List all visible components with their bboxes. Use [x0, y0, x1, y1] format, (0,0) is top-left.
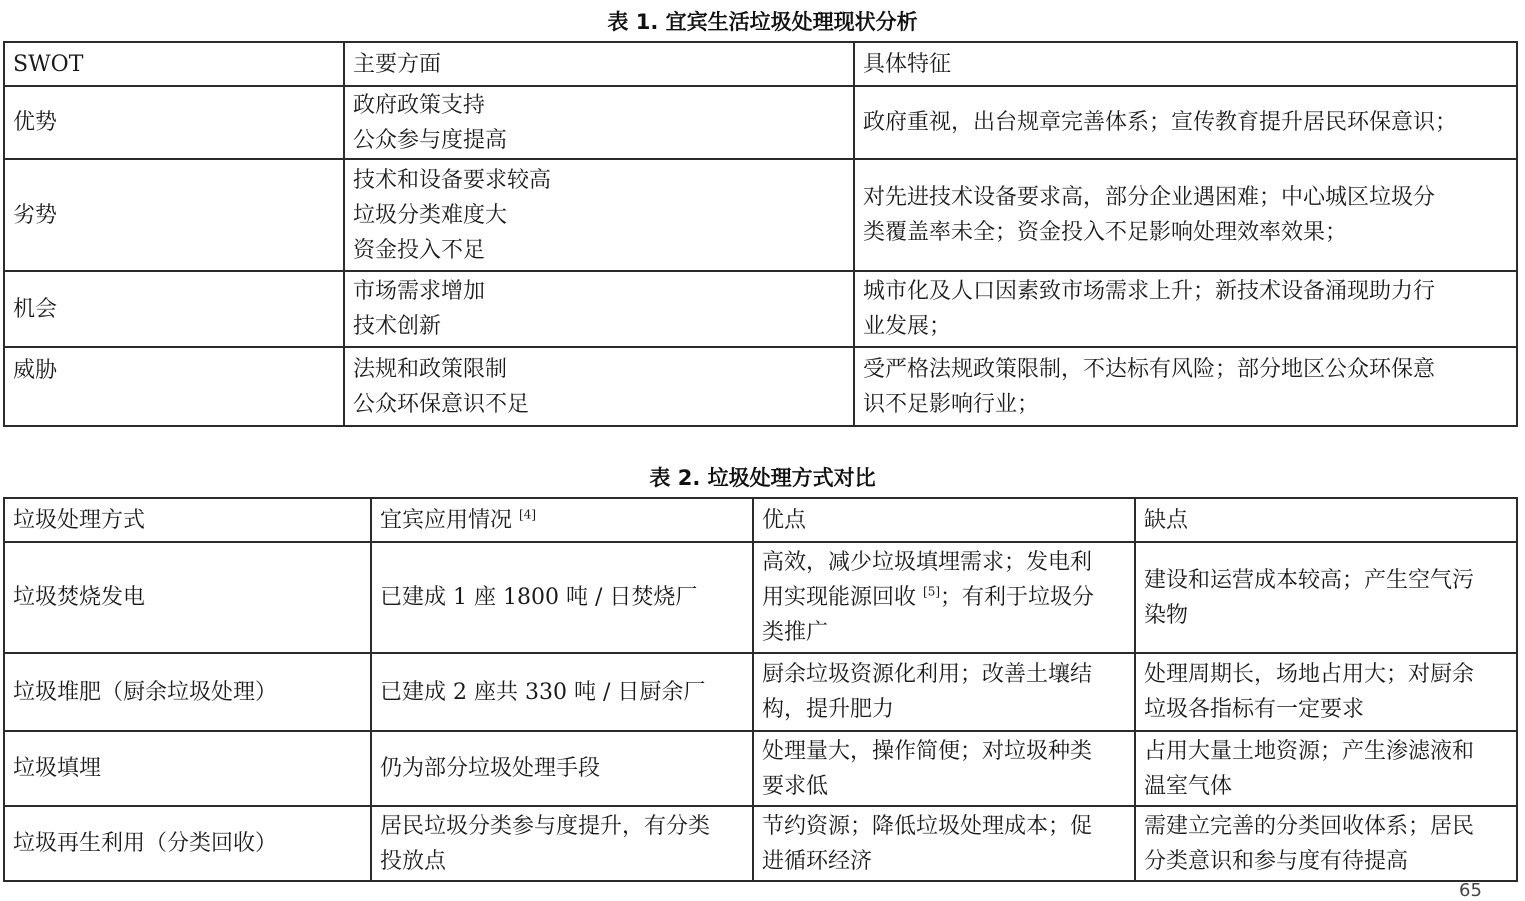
table-header-row [4, 42, 1517, 86]
header-cell-features: 具体特征 [854, 42, 1517, 86]
pros-line [762, 580, 1126, 615]
header-cell-pros: 优点 [753, 498, 1135, 542]
aspect-line: 公众参与度提高 [353, 127, 508, 153]
pros-text: 用实现能源回收 [762, 585, 917, 610]
status-line: 居民垃圾分类参与度提升，有分类 [380, 813, 711, 839]
table-row [4, 159, 1517, 271]
header-cell-method: 垃圾处理方式 [4, 498, 371, 542]
method-cell: 垃圾堆肥（厨余垃圾处理） [4, 653, 371, 731]
features-cell [854, 86, 1517, 159]
features-cell [854, 347, 1517, 426]
feature-line: 对先进技术设备要求高，部分企业遇困难；中心城区垃圾分 [863, 185, 1436, 210]
cons-line: 建设和运营成本较高；产生空气污 [1144, 567, 1475, 593]
swot-cell: 威胁 [4, 347, 344, 426]
page-number: 65 [1459, 880, 1482, 901]
feature-line: 类覆盖率未全；资金投入不足影响处理效率效果； [863, 220, 1348, 245]
header-cell-status [371, 498, 753, 542]
cons-line: 占用大量土地资源；产生渗滤液和 [1144, 738, 1475, 764]
table-row [4, 271, 1517, 347]
citation-ref: [5] [923, 584, 941, 599]
swot-cell: 劣势 [4, 159, 344, 271]
aspects-cell [344, 159, 854, 271]
pros-cell [753, 731, 1135, 806]
features-cell [854, 159, 1517, 271]
pros-line: 节约资源；降低垃圾处理成本；促 [762, 813, 1093, 839]
pros-line: 要求低 [762, 773, 829, 799]
status-line: 已建成 2 座共 330 吨 / 日厨余厂 [380, 679, 706, 705]
table-row [4, 86, 1517, 159]
feature-line: 业发展； [863, 314, 952, 339]
feature-line: 政府重视，出台规章完善体系；宣传教育提升居民环保意识； [863, 110, 1458, 135]
header-cell-cons: 缺点 [1135, 498, 1517, 542]
method-cell: 垃圾填埋 [4, 731, 371, 806]
cons-line: 温室气体 [1144, 773, 1233, 799]
table2-caption: 表 2. 垃圾处理方式对比 [649, 466, 876, 490]
aspect-line: 技术创新 [353, 314, 442, 339]
status-line: 已建成 1 座 1800 吨 / 日焚烧厂 [380, 585, 698, 610]
feature-line: 城市化及人口因素致市场需求上升；新技术设备涌现助力行 [863, 279, 1436, 304]
aspect-line: 政府政策支持 [353, 92, 486, 118]
header-cell-swot: SWOT [4, 42, 344, 86]
feature-line: 受严格法规政策限制，不达标有风险；部分地区公众环保意 [863, 356, 1436, 382]
cons-line: 染物 [1144, 602, 1189, 628]
cons-cell [1135, 806, 1517, 881]
aspect-line: 技术和设备要求较高 [353, 167, 552, 193]
pros-line: 构，提升肥力 [762, 697, 895, 722]
status-line: 投放点 [380, 848, 447, 874]
status-cell [371, 731, 753, 806]
swot-cell: 优势 [4, 86, 344, 159]
pros-cell [753, 806, 1135, 881]
method-cell: 垃圾再生利用（分类回收） [4, 806, 371, 881]
table-row [4, 653, 1517, 731]
pros-line: 高效，减少垃圾填埋需求；发电利 [762, 550, 1093, 575]
table-row [4, 347, 1517, 426]
aspect-line: 市场需求增加 [353, 279, 486, 304]
status-cell [371, 806, 753, 881]
pros-text: ；有利于垃圾分 [940, 585, 1095, 610]
aspect-line: 资金投入不足 [353, 237, 486, 263]
aspect-line: 公众环保意识不足 [353, 391, 530, 417]
cons-cell [1135, 653, 1517, 731]
pros-line: 进循环经济 [762, 848, 873, 874]
aspects-cell [344, 271, 854, 347]
cons-line: 需建立完善的分类回收体系；居民 [1144, 813, 1475, 839]
cons-cell [1135, 542, 1517, 653]
header-status-label: 宜宾应用情况 [380, 507, 513, 533]
table-row [4, 542, 1517, 653]
table-row [4, 806, 1517, 881]
aspect-line: 法规和政策限制 [353, 356, 508, 382]
citation-ref: [4] [519, 507, 537, 522]
aspects-cell [344, 347, 854, 426]
status-cell [371, 653, 753, 731]
header-cell-aspects: 主要方面 [344, 42, 854, 86]
cons-line: 垃圾各指标有一定要求 [1144, 697, 1365, 722]
cons-line: 处理周期长，场地占用大；对厨余 [1144, 662, 1475, 687]
swot-cell: 机会 [4, 271, 344, 347]
cons-cell [1135, 731, 1517, 806]
waste-methods-table [3, 497, 1518, 882]
pros-cell [753, 653, 1135, 731]
feature-line: 识不足影响行业； [863, 391, 1040, 417]
swot-table [3, 41, 1518, 427]
features-cell [854, 271, 1517, 347]
aspects-cell [344, 86, 854, 159]
table-header-row [4, 498, 1517, 542]
pros-line: 处理量大，操作简便；对垃圾种类 [762, 738, 1093, 764]
table-row [4, 731, 1517, 806]
pros-cell [753, 542, 1135, 653]
status-line: 仍为部分垃圾处理手段 [380, 756, 601, 781]
aspect-line: 垃圾分类难度大 [353, 202, 508, 228]
method-cell: 垃圾焚烧发电 [4, 542, 371, 653]
pros-line: 厨余垃圾资源化利用；改善土壤结 [762, 662, 1093, 687]
cons-line: 分类意识和参与度有待提高 [1144, 848, 1409, 874]
table1-caption: 表 1. 宜宾生活垃圾处理现状分析 [607, 10, 918, 34]
status-cell [371, 542, 753, 653]
pros-line: 类推广 [762, 620, 829, 645]
